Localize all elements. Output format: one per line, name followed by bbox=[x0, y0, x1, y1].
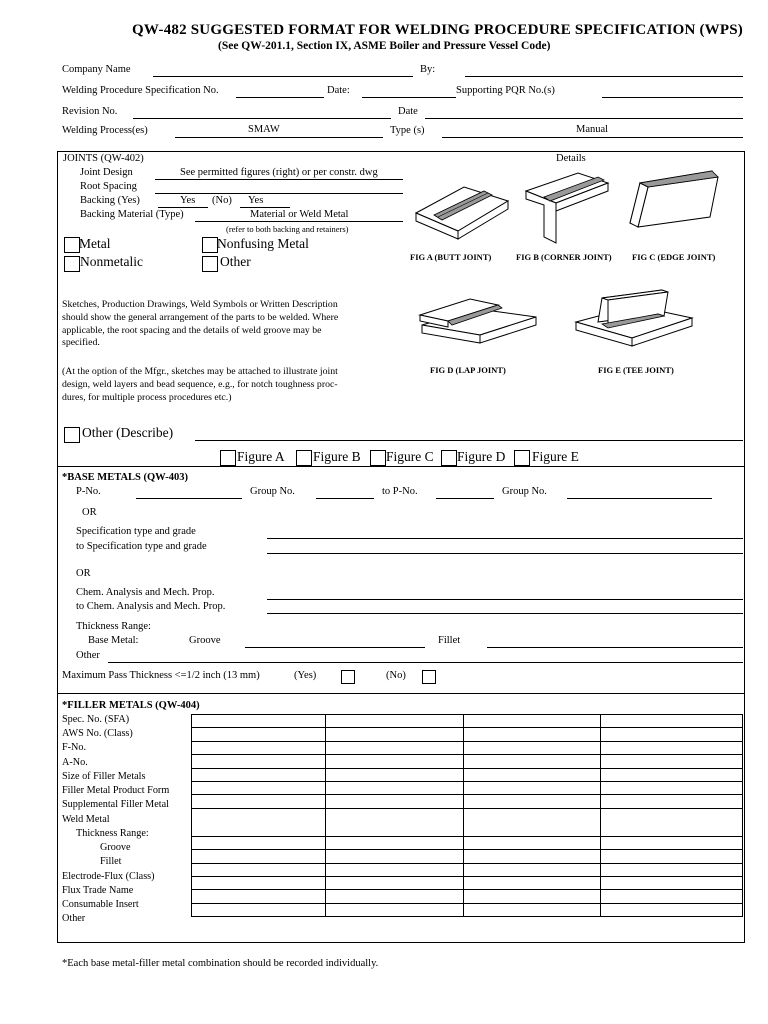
sketch-instructions-line-3: applicable, the root spacing and the details of weld groove may be bbox=[62, 324, 322, 336]
p-no-label: P-No. bbox=[76, 486, 101, 497]
table-cell[interactable] bbox=[192, 903, 326, 916]
joints-base-divider bbox=[57, 466, 745, 467]
filler-row-label: Thickness Range: bbox=[76, 828, 149, 839]
table-cell[interactable] bbox=[325, 755, 463, 768]
table-row bbox=[192, 755, 743, 768]
mfgr-option-line-2: design, weld layers and bead sequence, e.g., for notch toughness proc- bbox=[62, 378, 338, 390]
by-label: By: bbox=[420, 64, 436, 75]
base-metal-label: Base Metal: bbox=[88, 635, 139, 646]
table-cell[interactable] bbox=[325, 768, 463, 781]
table-row bbox=[192, 768, 743, 781]
revision-no-label: Revision No. bbox=[62, 106, 118, 117]
other-describe-label: Other (Describe) bbox=[82, 425, 174, 440]
table-cell[interactable] bbox=[325, 808, 463, 836]
table-cell[interactable] bbox=[463, 715, 601, 728]
backing-note: (refer to both backing and retainers) bbox=[226, 224, 349, 234]
group-no-label: Group No. bbox=[250, 486, 295, 497]
filler-row-label: F-No. bbox=[62, 742, 87, 753]
table-cell[interactable] bbox=[601, 728, 743, 741]
welding-process-value: SMAW bbox=[248, 124, 280, 135]
type-value: Manual bbox=[576, 124, 609, 135]
backing-material-value: Material or Weld Metal bbox=[250, 209, 349, 220]
table-cell[interactable] bbox=[192, 808, 326, 836]
table-cell[interactable] bbox=[601, 768, 743, 781]
page-subtitle: (See QW-201.1, Section IX, ASME Boiler and Pressure Vessel Code) bbox=[218, 40, 551, 52]
table-row bbox=[192, 781, 743, 794]
to-p-no-field[interactable] bbox=[436, 498, 494, 499]
table-cell[interactable] bbox=[325, 863, 463, 876]
date2-label: Date bbox=[398, 106, 418, 117]
fig-c-edge-joint-image bbox=[620, 165, 726, 247]
filler-row-label: Size of Filler Metals bbox=[62, 771, 146, 782]
sketch-instructions-line-4: specified. bbox=[62, 337, 100, 349]
nonmetalic-label: Nonmetalic bbox=[80, 254, 143, 269]
backing-yes-field[interactable] bbox=[158, 207, 208, 208]
or-2: OR bbox=[76, 568, 91, 579]
to-chem-label: to Chem. Analysis and Mech. Prop. bbox=[76, 601, 226, 612]
table-row bbox=[192, 741, 743, 754]
root-spacing-field[interactable] bbox=[155, 193, 403, 194]
table-cell[interactable] bbox=[325, 836, 463, 849]
details-label: Details bbox=[556, 153, 586, 164]
figure-d-label: Figure D bbox=[457, 449, 506, 464]
filler-metals-heading: *FILLER METALS (QW-404) bbox=[62, 700, 200, 711]
company-name-field[interactable] bbox=[153, 76, 413, 77]
joint-design-field[interactable] bbox=[155, 179, 403, 180]
table-row bbox=[192, 715, 743, 728]
table-cell[interactable] bbox=[192, 876, 326, 889]
company-name-label: Company Name bbox=[62, 64, 131, 75]
table-row bbox=[192, 863, 743, 876]
other-bm-label: Other bbox=[76, 650, 100, 661]
wps-no-field[interactable] bbox=[236, 97, 324, 98]
welding-process-label: Welding Process(es) bbox=[62, 125, 148, 136]
table-row bbox=[192, 890, 743, 903]
filler-row-label: Flux Trade Name bbox=[62, 885, 134, 896]
mfgr-option-line-3: dures, for multiple process procedures etc.) bbox=[62, 391, 232, 403]
revision-no-field[interactable] bbox=[133, 118, 391, 119]
table-cell[interactable] bbox=[601, 850, 743, 863]
fig-b-corner-joint-image bbox=[518, 165, 618, 247]
table-row bbox=[192, 836, 743, 849]
filler-row-label: AWS No. (Class) bbox=[62, 728, 133, 739]
table-cell[interactable] bbox=[463, 836, 601, 849]
table-cell[interactable] bbox=[192, 795, 326, 808]
filler-row-label: Electrode-Flux (Class) bbox=[62, 871, 155, 882]
table-cell[interactable] bbox=[325, 850, 463, 863]
table-cell[interactable] bbox=[463, 728, 601, 741]
table-cell[interactable] bbox=[325, 890, 463, 903]
table-cell[interactable] bbox=[463, 741, 601, 754]
wps-no-label: Welding Procedure Specification No. bbox=[62, 85, 219, 96]
max-pass-label: Maximum Pass Thickness <=1/2 inch (13 mm) bbox=[62, 670, 260, 681]
date-label: Date: bbox=[327, 85, 350, 96]
backing-no-field[interactable] bbox=[240, 207, 290, 208]
thickness-range-label: Thickness Range: bbox=[76, 621, 151, 632]
table-cell[interactable] bbox=[192, 890, 326, 903]
backing-material-label: Backing Material (Type) bbox=[80, 209, 184, 220]
table-cell[interactable] bbox=[601, 863, 743, 876]
table-cell[interactable] bbox=[601, 755, 743, 768]
table-cell[interactable] bbox=[325, 781, 463, 794]
table-cell[interactable] bbox=[325, 876, 463, 889]
max-pass-yes-checkbox[interactable] bbox=[341, 670, 355, 684]
filler-row-label: Groove bbox=[100, 842, 131, 853]
table-cell[interactable] bbox=[463, 768, 601, 781]
fig-e-label: FIG E (TEE JOINT) bbox=[598, 365, 674, 375]
table-cell[interactable] bbox=[325, 728, 463, 741]
joint-design-value: See permitted figures (right) or per constr. dwg bbox=[180, 167, 378, 178]
date-field[interactable] bbox=[362, 97, 456, 98]
other-bm-field[interactable] bbox=[108, 662, 743, 663]
table-row bbox=[192, 903, 743, 916]
table-cell[interactable] bbox=[192, 781, 326, 794]
table-cell[interactable] bbox=[192, 741, 326, 754]
table-cell[interactable] bbox=[601, 808, 743, 836]
fig-c-label: FIG C (EDGE JOINT) bbox=[632, 252, 716, 262]
table-cell[interactable] bbox=[601, 795, 743, 808]
footnote: *Each base metal-filler metal combination should be recorded individually. bbox=[62, 958, 379, 969]
table-row bbox=[192, 850, 743, 863]
figure-b-checkbox[interactable] bbox=[296, 450, 312, 466]
spec-type-field[interactable] bbox=[267, 538, 743, 539]
table-cell[interactable] bbox=[192, 850, 326, 863]
figure-d-checkbox[interactable] bbox=[441, 450, 457, 466]
figure-b-label: Figure B bbox=[313, 449, 361, 464]
base-metals-heading: *BASE METALS (QW-403) bbox=[62, 472, 189, 483]
table-cell[interactable] bbox=[325, 715, 463, 728]
figure-c-label: Figure C bbox=[386, 449, 434, 464]
fig-b-label: FIG B (CORNER JOINT) bbox=[516, 252, 612, 262]
table-cell[interactable] bbox=[463, 781, 601, 794]
type-label: Type (s) bbox=[390, 125, 425, 136]
backing-value: Yes bbox=[248, 195, 264, 206]
metal-checkbox[interactable] bbox=[64, 237, 80, 253]
filler-row-label: Weld Metal bbox=[62, 814, 110, 825]
filler-row-label: Fillet bbox=[100, 856, 122, 867]
nonfusing-label: Nonfusing Metal bbox=[217, 236, 309, 251]
table-cell[interactable] bbox=[463, 795, 601, 808]
to-chem-field[interactable] bbox=[267, 613, 743, 614]
fig-d-lap-joint-image bbox=[418, 295, 538, 363]
figure-c-checkbox[interactable] bbox=[370, 450, 386, 466]
table-cell[interactable] bbox=[601, 741, 743, 754]
to-spec-type-label: to Specification type and grade bbox=[76, 541, 207, 552]
other-checkbox[interactable] bbox=[202, 256, 218, 272]
welding-process-field[interactable] bbox=[175, 137, 383, 138]
table-cell[interactable] bbox=[463, 850, 601, 863]
max-pass-yes-label: (Yes) bbox=[294, 670, 317, 681]
table-row bbox=[192, 876, 743, 889]
chem-field[interactable] bbox=[267, 599, 743, 600]
chem-label: Chem. Analysis and Mech. Prop. bbox=[76, 587, 215, 598]
table-cell[interactable] bbox=[192, 768, 326, 781]
table-row bbox=[192, 728, 743, 741]
date2-field[interactable] bbox=[425, 118, 743, 119]
groove-field[interactable] bbox=[245, 647, 425, 648]
group-no2-label: Group No. bbox=[502, 486, 547, 497]
fig-e-tee-joint-image bbox=[572, 288, 696, 364]
group-no-field[interactable] bbox=[316, 498, 374, 499]
spec-type-label: Specification type and grade bbox=[76, 526, 196, 537]
filler-row-label: Other bbox=[62, 913, 86, 924]
by-field[interactable] bbox=[465, 76, 743, 77]
table-cell[interactable] bbox=[192, 728, 326, 741]
groove-label: Groove bbox=[189, 635, 221, 646]
sketch-instructions bbox=[62, 299, 402, 350]
table-cell[interactable] bbox=[463, 876, 601, 889]
type-field[interactable] bbox=[442, 137, 743, 138]
backing-yes: Yes bbox=[180, 195, 196, 206]
fillet-label: Fillet bbox=[438, 635, 461, 646]
group-no2-field[interactable] bbox=[567, 498, 712, 499]
fillet-field[interactable] bbox=[487, 647, 743, 648]
table-cell[interactable] bbox=[601, 876, 743, 889]
table-cell[interactable] bbox=[463, 755, 601, 768]
backing-material-field[interactable] bbox=[195, 221, 403, 222]
sketch-instructions-line-1: Sketches, Production Drawings, Weld Symbols or Written Description bbox=[62, 299, 338, 310]
to-spec-type-field[interactable] bbox=[267, 553, 743, 554]
max-pass-no-label: (No) bbox=[386, 670, 406, 681]
table-cell[interactable] bbox=[601, 890, 743, 903]
supporting-pqr-field[interactable] bbox=[602, 97, 743, 98]
to-p-no-label: to P-No. bbox=[382, 486, 418, 497]
backing-label: Backing (Yes) bbox=[80, 195, 140, 206]
metal-label: Metal bbox=[79, 236, 111, 251]
table-cell[interactable] bbox=[192, 863, 326, 876]
max-pass-no-checkbox[interactable] bbox=[422, 670, 436, 684]
table-cell[interactable] bbox=[192, 836, 326, 849]
table-cell[interactable] bbox=[463, 890, 601, 903]
fig-d-label: FIG D (LAP JOINT) bbox=[430, 365, 506, 375]
nonmetalic-checkbox[interactable] bbox=[64, 256, 80, 272]
table-row bbox=[192, 795, 743, 808]
filler-row-label: Supplemental Filler Metal bbox=[62, 799, 169, 810]
filler-row-label: Spec. No. (SFA) bbox=[62, 714, 130, 725]
filler-row-label: Consumable Insert bbox=[62, 899, 139, 910]
base-filler-divider bbox=[57, 693, 745, 694]
table-cell[interactable] bbox=[601, 715, 743, 728]
table-cell[interactable] bbox=[601, 836, 743, 849]
filler-row-label: A-No. bbox=[62, 757, 88, 768]
page-title: QW-482 SUGGESTED FORMAT FOR WELDING PROCEDURE SPECIFICATION (WPS) bbox=[132, 22, 743, 38]
other-describe-checkbox[interactable] bbox=[64, 427, 80, 443]
table-cell[interactable] bbox=[463, 863, 601, 876]
sketch-instructions-line-2: should show the general arrangement of the parts to be welded. Where bbox=[62, 311, 339, 323]
table-cell[interactable] bbox=[463, 808, 601, 836]
table-cell[interactable] bbox=[192, 755, 326, 768]
p-no-field[interactable] bbox=[136, 498, 242, 499]
or-1: OR bbox=[82, 507, 97, 518]
joint-design-label: Joint Design bbox=[80, 167, 133, 178]
filler-row-label: Filler Metal Product Form bbox=[62, 785, 170, 796]
table-cell[interactable] bbox=[325, 903, 463, 916]
table-cell[interactable] bbox=[192, 715, 326, 728]
supporting-pqr-label: Supporting PQR No.(s) bbox=[456, 85, 555, 96]
mfgr-option-note bbox=[62, 366, 402, 404]
table-cell[interactable] bbox=[601, 903, 743, 916]
filler-metals-table bbox=[191, 714, 743, 917]
figure-e-label: Figure E bbox=[532, 449, 579, 464]
fig-a-label: FIG A (BUTT JOINT) bbox=[410, 252, 492, 262]
nonfusing-checkbox[interactable] bbox=[202, 237, 218, 253]
other-label: Other bbox=[220, 254, 251, 269]
joints-heading: JOINTS (QW-402) bbox=[63, 153, 144, 164]
figure-e-checkbox[interactable] bbox=[514, 450, 530, 466]
figure-a-checkbox[interactable] bbox=[220, 450, 236, 466]
other-describe-field[interactable] bbox=[195, 440, 743, 441]
table-cell[interactable] bbox=[325, 795, 463, 808]
backing-no: (No) bbox=[212, 195, 232, 206]
table-cell[interactable] bbox=[463, 903, 601, 916]
table-cell[interactable] bbox=[601, 781, 743, 794]
mfgr-option-line-1: (At the option of the Mfgr., sketches may be attached to illustrate joint bbox=[62, 366, 338, 377]
table-cell[interactable] bbox=[325, 741, 463, 754]
fig-a-butt-joint-image bbox=[408, 165, 514, 247]
root-spacing-label: Root Spacing bbox=[80, 181, 137, 192]
figure-a-label: Figure A bbox=[237, 449, 285, 464]
